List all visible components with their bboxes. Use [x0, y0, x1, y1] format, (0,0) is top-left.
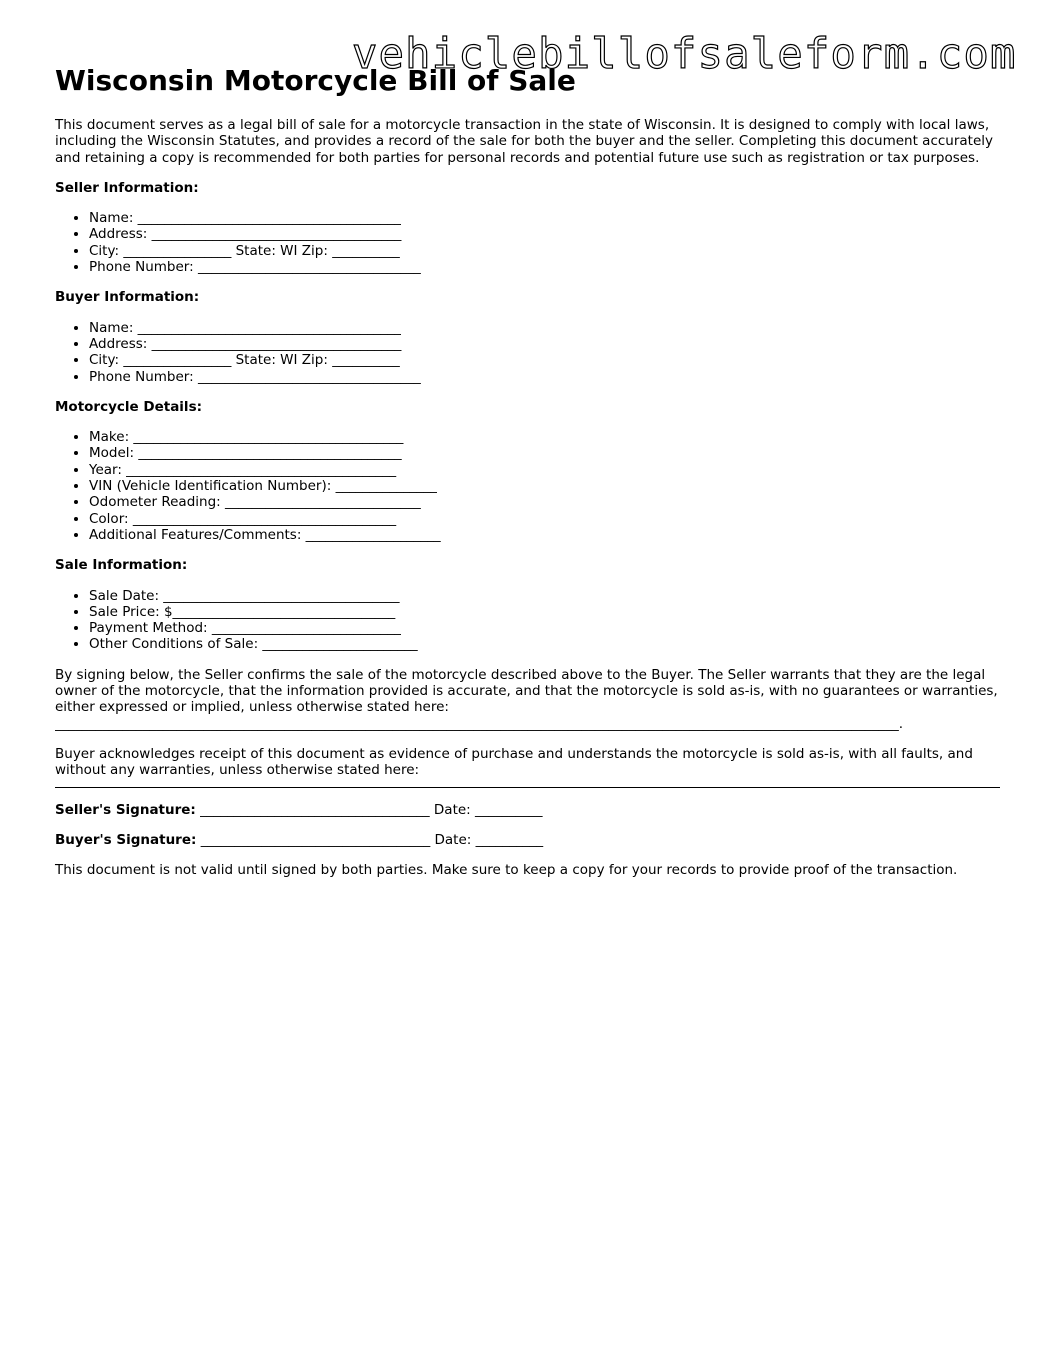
buyer-signature-line[interactable] [55, 832, 1005, 848]
motorcycle-list [55, 429, 1005, 543]
seller-list [55, 210, 1005, 275]
year-field[interactable]: • Year: ________________________________________ [89, 462, 1005, 478]
seller-signature-blank[interactable]: __________________________________ Date: __________ [195, 801, 543, 818]
watermark-logo: vehiclebillofsaleform.com [352, 29, 1017, 78]
seller-statement: By signing below, the Seller confirms the sale of the motorcycle described above to the Buyer. The Seller warrants that they are the legal owner of the motorcycle, that the information provided is accurate, and that the motorcycle is sold as-is, with no guarantees or warranties, either expressed or implied, unless otherwise stated here: [55, 666, 998, 716]
buyer-name-field[interactable]: • Name: _______________________________________ [89, 320, 1005, 336]
seller-conditions-line[interactable]: _____________________________________________________________________________________________________________________________. [55, 715, 904, 732]
document-body [55, 117, 1005, 892]
page-title: Wisconsin Motorcycle Bill of Sale [55, 64, 576, 97]
buyer-heading: Buyer Information: [55, 289, 200, 306]
seller-heading: Seller Information: [55, 179, 199, 196]
footer-note: This document is not valid until signed by both parties. Make sure to keep a copy for your records to provide proof of the transaction. [55, 862, 958, 879]
sale-heading: Sale Information: [55, 557, 188, 574]
buyer-conditions-line[interactable] [55, 779, 1000, 788]
seller-city-state-zip-field[interactable]: • City: ________________ State: WI Zip: __________ [89, 243, 1005, 259]
other-conditions-field[interactable]: • Other Conditions of Sale: _______________________ [89, 636, 1005, 652]
buyer-statement: Buyer acknowledges receipt of this document as evidence of purchase and understands the motorcycle is sold as-is, with all faults, and without any warranties, unless otherwise stated here: [55, 745, 973, 779]
sale-date-field[interactable]: • Sale Date: ___________________________________ [89, 588, 1005, 604]
buyer-address-field[interactable]: • Address: _____________________________________ [89, 336, 1005, 352]
buyer-list [55, 320, 1005, 385]
seller-phone-field[interactable]: • Phone Number: _________________________________ [89, 259, 1005, 275]
seller-signature-line[interactable] [55, 802, 1005, 818]
payment-method-field[interactable]: • Payment Method: ____________________________ [89, 620, 1005, 636]
buyer-phone-field[interactable]: • Phone Number: _________________________________ [89, 369, 1005, 385]
odometer-field[interactable]: • Odometer Reading: _____________________________ [89, 494, 1005, 510]
sale-list [55, 588, 1005, 653]
make-field[interactable]: • Make: ________________________________________ [89, 429, 1005, 445]
color-field[interactable]: • Color: _______________________________________ [89, 511, 1005, 527]
intro-paragraph: This document serves as a legal bill of sale for a motorcycle transaction in the state of Wisconsin. It is designed to comply with local laws, including the Wisconsin Statutes, and provides a record of the sale for both the buyer and the seller. Completing this document accurately and retaining a copy is recommended for both parties for personal records and potential future use such as registration or tax purposes. [55, 117, 994, 166]
seller-signature-label: Seller's Signature: [55, 801, 196, 818]
buyer-signature-blank[interactable]: __________________________________ Date: __________ [196, 831, 544, 848]
buyer-signature-label: Buyer's Signature: [55, 831, 197, 848]
additional-features-field[interactable]: • Additional Features/Comments: ____________________ [89, 527, 1005, 543]
vin-field[interactable]: • VIN (Vehicle Identification Number): _______________ [89, 478, 1005, 494]
motorcycle-heading: Motorcycle Details: [55, 398, 202, 415]
sale-price-field[interactable]: • Sale Price: $_________________________________ [89, 604, 1005, 620]
seller-address-field[interactable]: • Address: _____________________________________ [89, 226, 1005, 242]
buyer-city-state-zip-field[interactable]: • City: ________________ State: WI Zip: __________ [89, 352, 1005, 368]
model-field[interactable]: • Model: _______________________________________ [89, 445, 1005, 461]
seller-name-field[interactable]: • Name: _______________________________________ [89, 210, 1005, 226]
